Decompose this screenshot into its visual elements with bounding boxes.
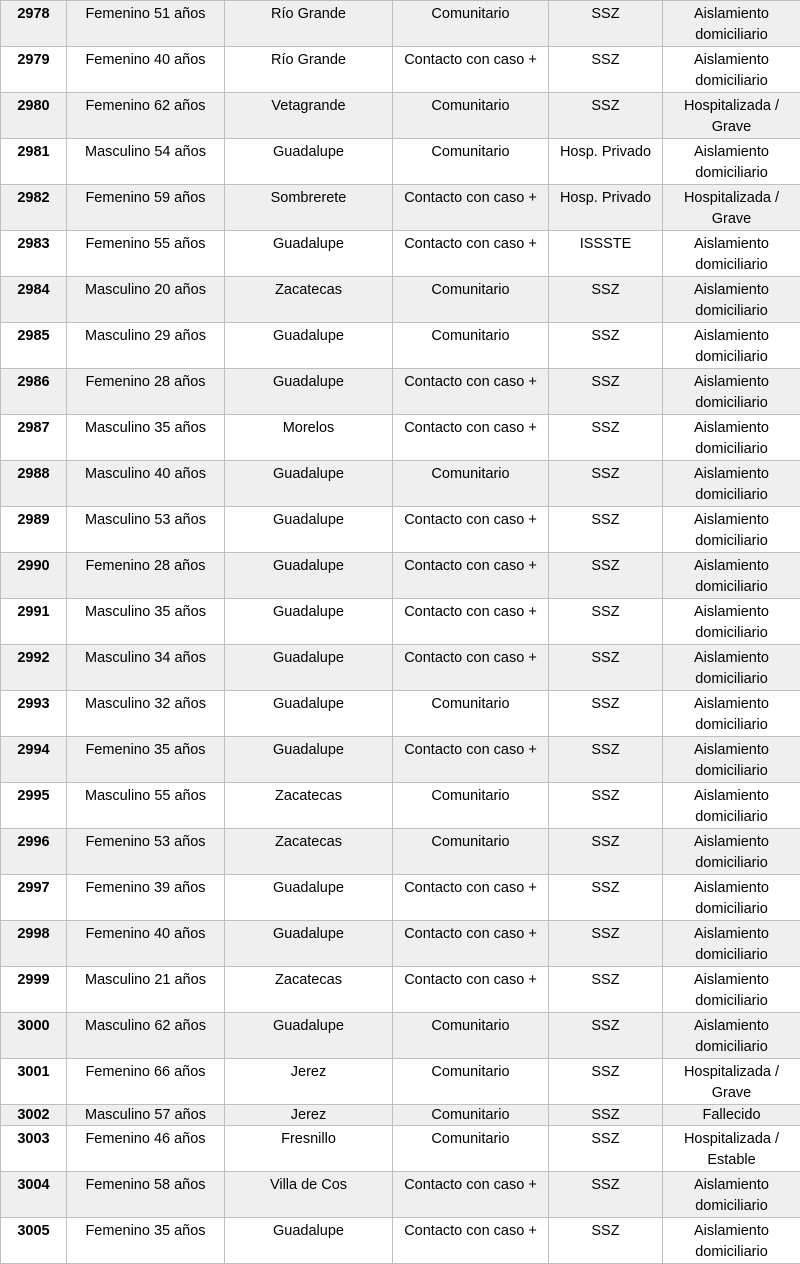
table-row [1, 553, 800, 599]
patient-status: Aislamiento domiciliario [663, 1013, 800, 1059]
patient-status: Hospitalizada / Estable [663, 1126, 800, 1172]
sex-age: Masculino 57 años [67, 1105, 225, 1126]
case-id: 2978 [1, 1, 67, 47]
patient-status: Aislamiento domiciliario [663, 139, 800, 185]
institution: Hosp. Privado [549, 185, 663, 231]
sex-age: Masculino 55 años [67, 783, 225, 829]
sex-age: Femenino 39 años [67, 875, 225, 921]
contagion-type: Contacto con caso + [393, 47, 549, 93]
sex-age: Femenino 40 años [67, 47, 225, 93]
municipality: Fresnillo [225, 1126, 393, 1172]
patient-status: Aislamiento domiciliario [663, 553, 800, 599]
case-id: 3002 [1, 1105, 67, 1126]
patient-status: Fallecido [663, 1105, 800, 1126]
municipality: Río Grande [225, 1, 393, 47]
institution: Hosp. Privado [549, 139, 663, 185]
cases-table-body [1, 1, 800, 1264]
patient-status: Aislamiento domiciliario [663, 829, 800, 875]
institution: SSZ [549, 921, 663, 967]
sex-age: Femenino 35 años [67, 737, 225, 783]
contagion-type: Comunitario [393, 323, 549, 369]
contagion-type: Contacto con caso + [393, 921, 549, 967]
patient-status: Aislamiento domiciliario [663, 875, 800, 921]
patient-status: Hospitalizada / Grave [663, 93, 800, 139]
table-row [1, 369, 800, 415]
contagion-type: Contacto con caso + [393, 415, 549, 461]
table-row [1, 1105, 800, 1126]
sex-age: Masculino 40 años [67, 461, 225, 507]
institution: SSZ [549, 967, 663, 1013]
patient-status: Aislamiento domiciliario [663, 277, 800, 323]
contagion-type: Contacto con caso + [393, 369, 549, 415]
sex-age: Masculino 32 años [67, 691, 225, 737]
institution: SSZ [549, 1105, 663, 1126]
patient-status: Aislamiento domiciliario [663, 231, 800, 277]
case-id: 2992 [1, 645, 67, 691]
contagion-type: Contacto con caso + [393, 1172, 549, 1218]
sex-age: Femenino 62 años [67, 93, 225, 139]
municipality: Vetagrande [225, 93, 393, 139]
sex-age: Masculino 29 años [67, 323, 225, 369]
sex-age: Masculino 35 años [67, 599, 225, 645]
contagion-type: Comunitario [393, 139, 549, 185]
case-id: 2999 [1, 967, 67, 1013]
municipality: Guadalupe [225, 461, 393, 507]
contagion-type: Comunitario [393, 1, 549, 47]
sex-age: Masculino 54 años [67, 139, 225, 185]
contagion-type: Comunitario [393, 829, 549, 875]
institution: SSZ [549, 47, 663, 93]
table-row [1, 1059, 800, 1105]
sex-age: Masculino 20 años [67, 277, 225, 323]
institution: ISSSTE [549, 231, 663, 277]
case-id: 2988 [1, 461, 67, 507]
municipality: Jerez [225, 1105, 393, 1126]
municipality: Guadalupe [225, 507, 393, 553]
municipality: Sombrerete [225, 185, 393, 231]
patient-status: Aislamiento domiciliario [663, 599, 800, 645]
case-id: 2985 [1, 323, 67, 369]
case-id: 3001 [1, 1059, 67, 1105]
sex-age: Femenino 66 años [67, 1059, 225, 1105]
table-row [1, 783, 800, 829]
patient-status: Aislamiento domiciliario [663, 415, 800, 461]
institution: SSZ [549, 369, 663, 415]
municipality: Zacatecas [225, 829, 393, 875]
case-id: 2979 [1, 47, 67, 93]
municipality: Guadalupe [225, 599, 393, 645]
patient-status: Aislamiento domiciliario [663, 1172, 800, 1218]
sex-age: Femenino 55 años [67, 231, 225, 277]
patient-status: Hospitalizada / Grave [663, 185, 800, 231]
table-row [1, 1126, 800, 1172]
institution: SSZ [549, 277, 663, 323]
municipality: Zacatecas [225, 277, 393, 323]
case-id: 2983 [1, 231, 67, 277]
municipality: Guadalupe [225, 875, 393, 921]
table-row [1, 967, 800, 1013]
institution: SSZ [549, 1059, 663, 1105]
patient-status: Aislamiento domiciliario [663, 369, 800, 415]
patient-status: Aislamiento domiciliario [663, 47, 800, 93]
contagion-type: Contacto con caso + [393, 599, 549, 645]
sex-age: Masculino 53 años [67, 507, 225, 553]
patient-status: Aislamiento domiciliario [663, 1, 800, 47]
contagion-type: Contacto con caso + [393, 553, 549, 599]
patient-status: Aislamiento domiciliario [663, 691, 800, 737]
institution: SSZ [549, 829, 663, 875]
table-row [1, 231, 800, 277]
case-id: 2993 [1, 691, 67, 737]
case-id: 2986 [1, 369, 67, 415]
contagion-type: Contacto con caso + [393, 1218, 549, 1264]
institution: SSZ [549, 1172, 663, 1218]
contagion-type: Comunitario [393, 783, 549, 829]
sex-age: Masculino 62 años [67, 1013, 225, 1059]
contagion-type: Comunitario [393, 1059, 549, 1105]
contagion-type: Comunitario [393, 461, 549, 507]
contagion-type: Contacto con caso + [393, 507, 549, 553]
municipality: Guadalupe [225, 921, 393, 967]
sex-age: Femenino 58 años [67, 1172, 225, 1218]
table-row [1, 691, 800, 737]
case-id: 2997 [1, 875, 67, 921]
institution: SSZ [549, 783, 663, 829]
table-row [1, 875, 800, 921]
case-id: 3000 [1, 1013, 67, 1059]
patient-status: Aislamiento domiciliario [663, 1218, 800, 1264]
table-row [1, 1, 800, 47]
municipality: Zacatecas [225, 967, 393, 1013]
municipality: Guadalupe [225, 691, 393, 737]
case-id: 2991 [1, 599, 67, 645]
table-row [1, 599, 800, 645]
institution: SSZ [549, 323, 663, 369]
sex-age: Femenino 46 años [67, 1126, 225, 1172]
municipality: Villa de Cos [225, 1172, 393, 1218]
municipality: Guadalupe [225, 1218, 393, 1264]
case-id: 3003 [1, 1126, 67, 1172]
table-row [1, 1013, 800, 1059]
contagion-type: Comunitario [393, 93, 549, 139]
contagion-type: Contacto con caso + [393, 185, 549, 231]
case-id: 3005 [1, 1218, 67, 1264]
institution: SSZ [549, 1126, 663, 1172]
patient-status: Aislamiento domiciliario [663, 921, 800, 967]
institution: SSZ [549, 507, 663, 553]
case-id: 2981 [1, 139, 67, 185]
case-id: 2996 [1, 829, 67, 875]
case-id: 2990 [1, 553, 67, 599]
sex-age: Femenino 28 años [67, 369, 225, 415]
institution: SSZ [549, 553, 663, 599]
patient-status: Aislamiento domiciliario [663, 461, 800, 507]
municipality: Morelos [225, 415, 393, 461]
institution: SSZ [549, 1, 663, 47]
municipality: Guadalupe [225, 231, 393, 277]
institution: SSZ [549, 461, 663, 507]
municipality: Zacatecas [225, 783, 393, 829]
patient-status: Aislamiento domiciliario [663, 737, 800, 783]
case-id: 2987 [1, 415, 67, 461]
municipality: Guadalupe [225, 139, 393, 185]
table-row [1, 1218, 800, 1264]
patient-status: Aislamiento domiciliario [663, 507, 800, 553]
municipality: Guadalupe [225, 553, 393, 599]
case-id: 2994 [1, 737, 67, 783]
table-row [1, 829, 800, 875]
table-row [1, 1172, 800, 1218]
table-row [1, 415, 800, 461]
municipality: Guadalupe [225, 645, 393, 691]
sex-age: Femenino 53 años [67, 829, 225, 875]
sex-age: Femenino 51 años [67, 1, 225, 47]
table-row [1, 507, 800, 553]
contagion-type: Comunitario [393, 1105, 549, 1126]
institution: SSZ [549, 1218, 663, 1264]
case-id: 2995 [1, 783, 67, 829]
table-row [1, 185, 800, 231]
sex-age: Masculino 34 años [67, 645, 225, 691]
institution: SSZ [549, 93, 663, 139]
contagion-type: Comunitario [393, 1126, 549, 1172]
contagion-type: Contacto con caso + [393, 737, 549, 783]
contagion-type: Comunitario [393, 1013, 549, 1059]
case-id: 2980 [1, 93, 67, 139]
sex-age: Femenino 35 años [67, 1218, 225, 1264]
table-row [1, 323, 800, 369]
municipality: Guadalupe [225, 737, 393, 783]
municipality: Jerez [225, 1059, 393, 1105]
institution: SSZ [549, 737, 663, 783]
table-row [1, 461, 800, 507]
table-row [1, 921, 800, 967]
case-id: 3004 [1, 1172, 67, 1218]
case-id: 2984 [1, 277, 67, 323]
municipality: Río Grande [225, 47, 393, 93]
institution: SSZ [549, 691, 663, 737]
patient-status: Aislamiento domiciliario [663, 323, 800, 369]
institution: SSZ [549, 875, 663, 921]
municipality: Guadalupe [225, 1013, 393, 1059]
table-row [1, 737, 800, 783]
case-id: 2982 [1, 185, 67, 231]
contagion-type: Comunitario [393, 691, 549, 737]
table-row [1, 47, 800, 93]
sex-age: Masculino 21 años [67, 967, 225, 1013]
patient-status: Aislamiento domiciliario [663, 645, 800, 691]
contagion-type: Contacto con caso + [393, 967, 549, 1013]
contagion-type: Comunitario [393, 277, 549, 323]
table-row [1, 93, 800, 139]
institution: SSZ [549, 645, 663, 691]
contagion-type: Contacto con caso + [393, 645, 549, 691]
municipality: Guadalupe [225, 323, 393, 369]
patient-status: Aislamiento domiciliario [663, 783, 800, 829]
contagion-type: Contacto con caso + [393, 231, 549, 277]
sex-age: Femenino 59 años [67, 185, 225, 231]
municipality: Guadalupe [225, 369, 393, 415]
institution: SSZ [549, 415, 663, 461]
sex-age: Masculino 35 años [67, 415, 225, 461]
case-id: 2989 [1, 507, 67, 553]
sex-age: Femenino 28 años [67, 553, 225, 599]
table-row [1, 139, 800, 185]
contagion-type: Contacto con caso + [393, 875, 549, 921]
patient-status: Aislamiento domiciliario [663, 967, 800, 1013]
patient-status: Hospitalizada / Grave [663, 1059, 800, 1105]
institution: SSZ [549, 599, 663, 645]
table-row [1, 645, 800, 691]
case-id: 2998 [1, 921, 67, 967]
sex-age: Femenino 40 años [67, 921, 225, 967]
institution: SSZ [549, 1013, 663, 1059]
table-row [1, 277, 800, 323]
